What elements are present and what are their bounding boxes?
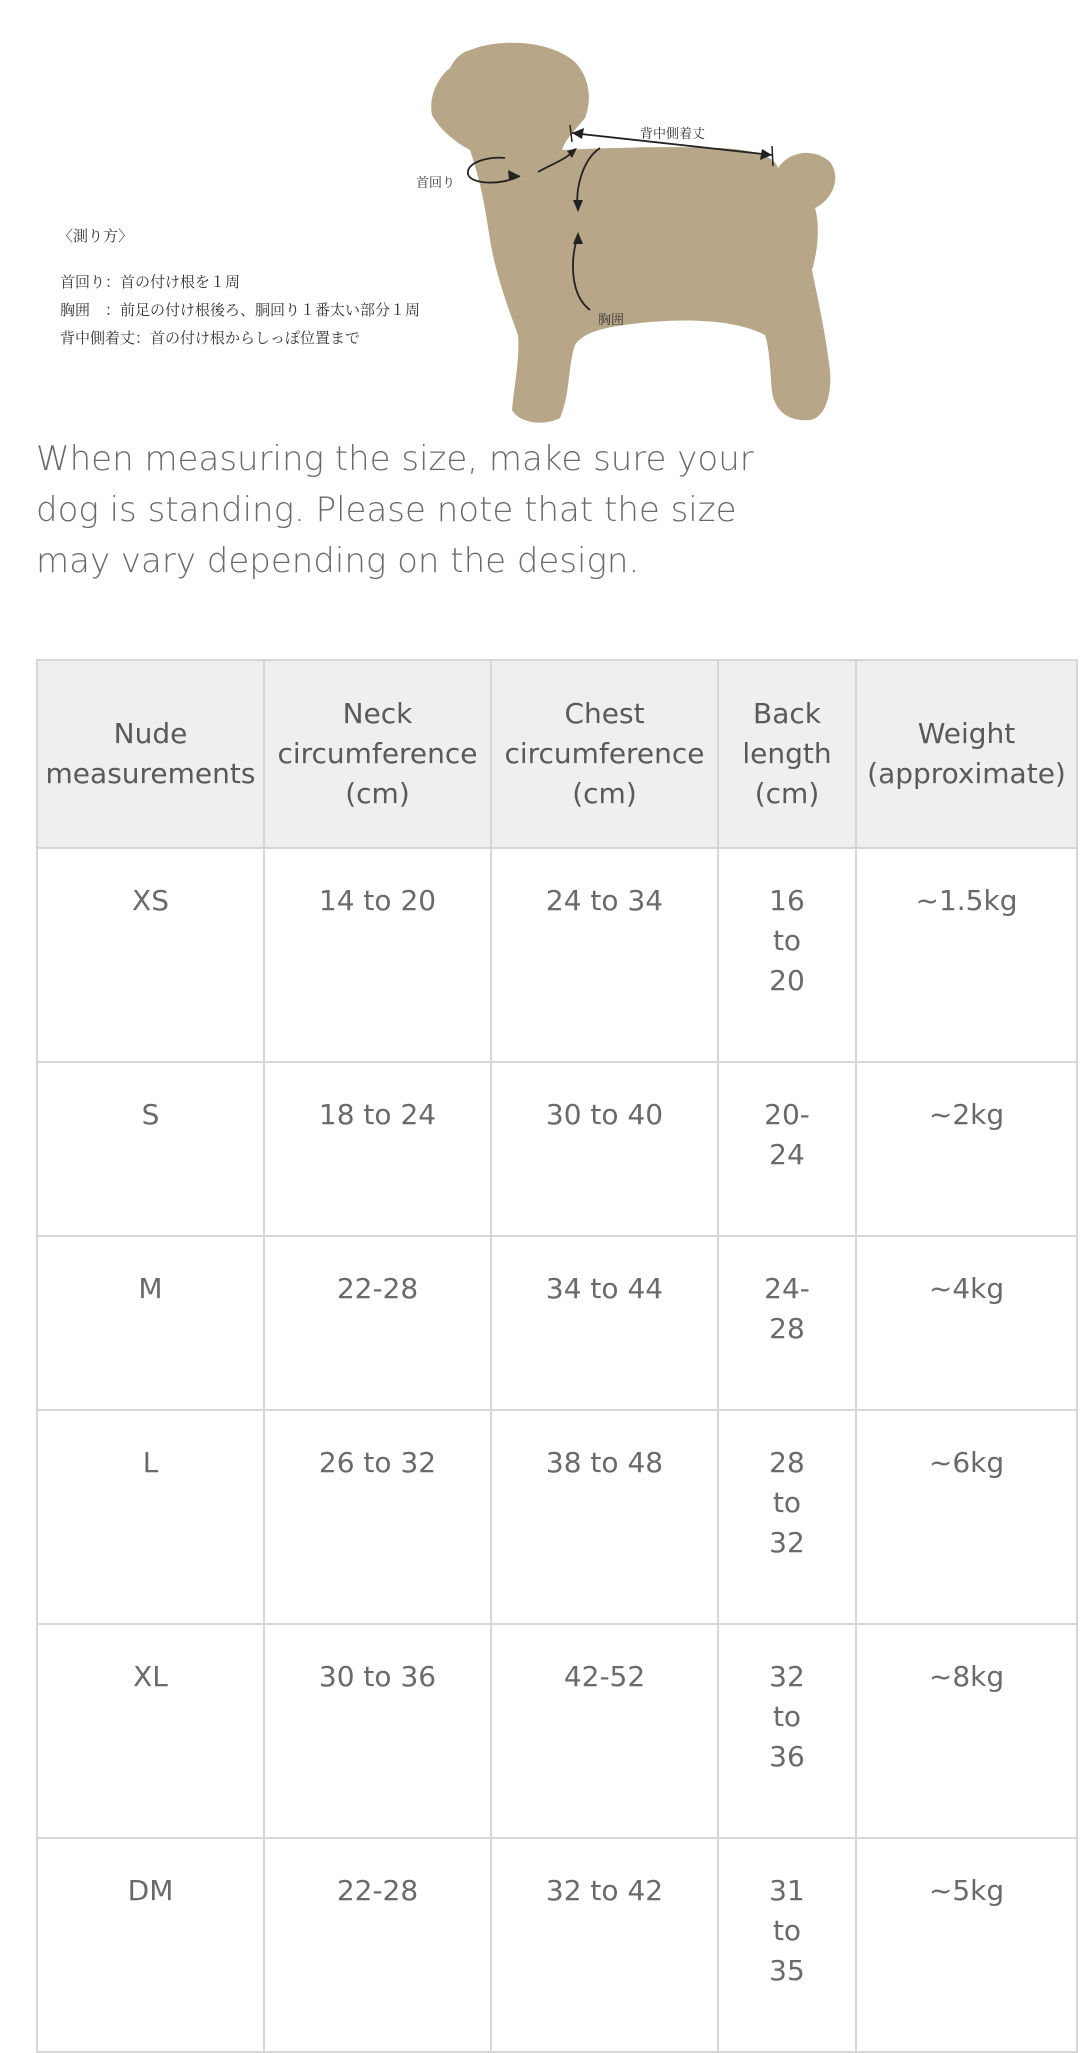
cell-chest: 34 to 44 xyxy=(491,1236,718,1410)
cell-weight: ~8kg xyxy=(856,1624,1077,1838)
table-row xyxy=(37,1062,1077,1236)
cell-size: M xyxy=(37,1236,264,1410)
cell-chest: 38 to 48 xyxy=(491,1410,718,1624)
cell-neck: 22-28 xyxy=(264,1838,491,2052)
cell-neck: 14 to 20 xyxy=(264,848,491,1062)
label-back: 背中側着丈 xyxy=(640,127,706,142)
dog-body xyxy=(431,43,835,423)
cell-back: 24- 28 xyxy=(718,1236,856,1410)
cell-chest: 24 to 34 xyxy=(491,848,718,1062)
intro-text: When measuring the size, make sure your dog is standing. Please note that the size may vary depending on the design. xyxy=(36,439,754,581)
cell-neck: 26 to 32 xyxy=(264,1410,491,1624)
cell-weight: ~1.5kg xyxy=(856,848,1077,1062)
cell-neck: 18 to 24 xyxy=(264,1062,491,1236)
label-chest: 胸囲 xyxy=(598,313,625,328)
cell-chest: 32 to 42 xyxy=(491,1838,718,2052)
cell-weight: ~4kg xyxy=(856,1236,1077,1410)
table-row xyxy=(37,1838,1077,2052)
header-nude-measurements: Nude measurements xyxy=(37,660,264,848)
label-neck: 首回り xyxy=(416,176,456,191)
size-table xyxy=(36,659,1078,2053)
header-chest-circumference: Chest circumference (cm) xyxy=(491,660,718,848)
table-row xyxy=(37,1236,1077,1410)
table-header-row xyxy=(37,660,1077,848)
cell-back: 31 to 35 xyxy=(718,1838,856,2052)
measurement-diagram xyxy=(0,0,1080,430)
cell-weight: ~5kg xyxy=(856,1838,1077,2052)
table-row xyxy=(37,1624,1077,1838)
cell-chest: 30 to 40 xyxy=(491,1062,718,1236)
header-weight: Weight (approximate) xyxy=(856,660,1077,848)
cell-size: XS xyxy=(37,848,264,1062)
cell-chest: 42-52 xyxy=(491,1624,718,1838)
dog-silhouette-icon xyxy=(0,0,1080,430)
cell-weight: ~6kg xyxy=(856,1410,1077,1624)
cell-back: 28 to 32 xyxy=(718,1410,856,1624)
table-row xyxy=(37,848,1077,1062)
cell-neck: 22-28 xyxy=(264,1236,491,1410)
how-line-neck: 首回り：首の付け根を１周 xyxy=(60,273,241,291)
how-to-measure-title: 〈測り方〉 xyxy=(58,227,134,245)
header-back-length: Back length (cm) xyxy=(718,660,856,848)
cell-size: S xyxy=(37,1062,264,1236)
how-to-measure-list xyxy=(60,268,420,352)
table-row xyxy=(37,1410,1077,1624)
header-neck-circumference: Neck circumference (cm) xyxy=(264,660,491,848)
cell-size: L xyxy=(37,1410,264,1624)
cell-size: DM xyxy=(37,1838,264,2052)
cell-back: 32 to 36 xyxy=(718,1624,856,1838)
cell-neck: 30 to 36 xyxy=(264,1624,491,1838)
cell-back: 16 to 20 xyxy=(718,848,856,1062)
cell-size: XL xyxy=(37,1624,264,1838)
how-line-chest: 胸囲 ：前足の付け根後ろ、胴回り１番太い部分１周 xyxy=(60,301,421,319)
how-line-back: 背中側着丈：首の付け根からしっぽ位置まで xyxy=(60,329,361,347)
cell-weight: ~2kg xyxy=(856,1062,1077,1236)
cell-back: 20- 24 xyxy=(718,1062,856,1236)
